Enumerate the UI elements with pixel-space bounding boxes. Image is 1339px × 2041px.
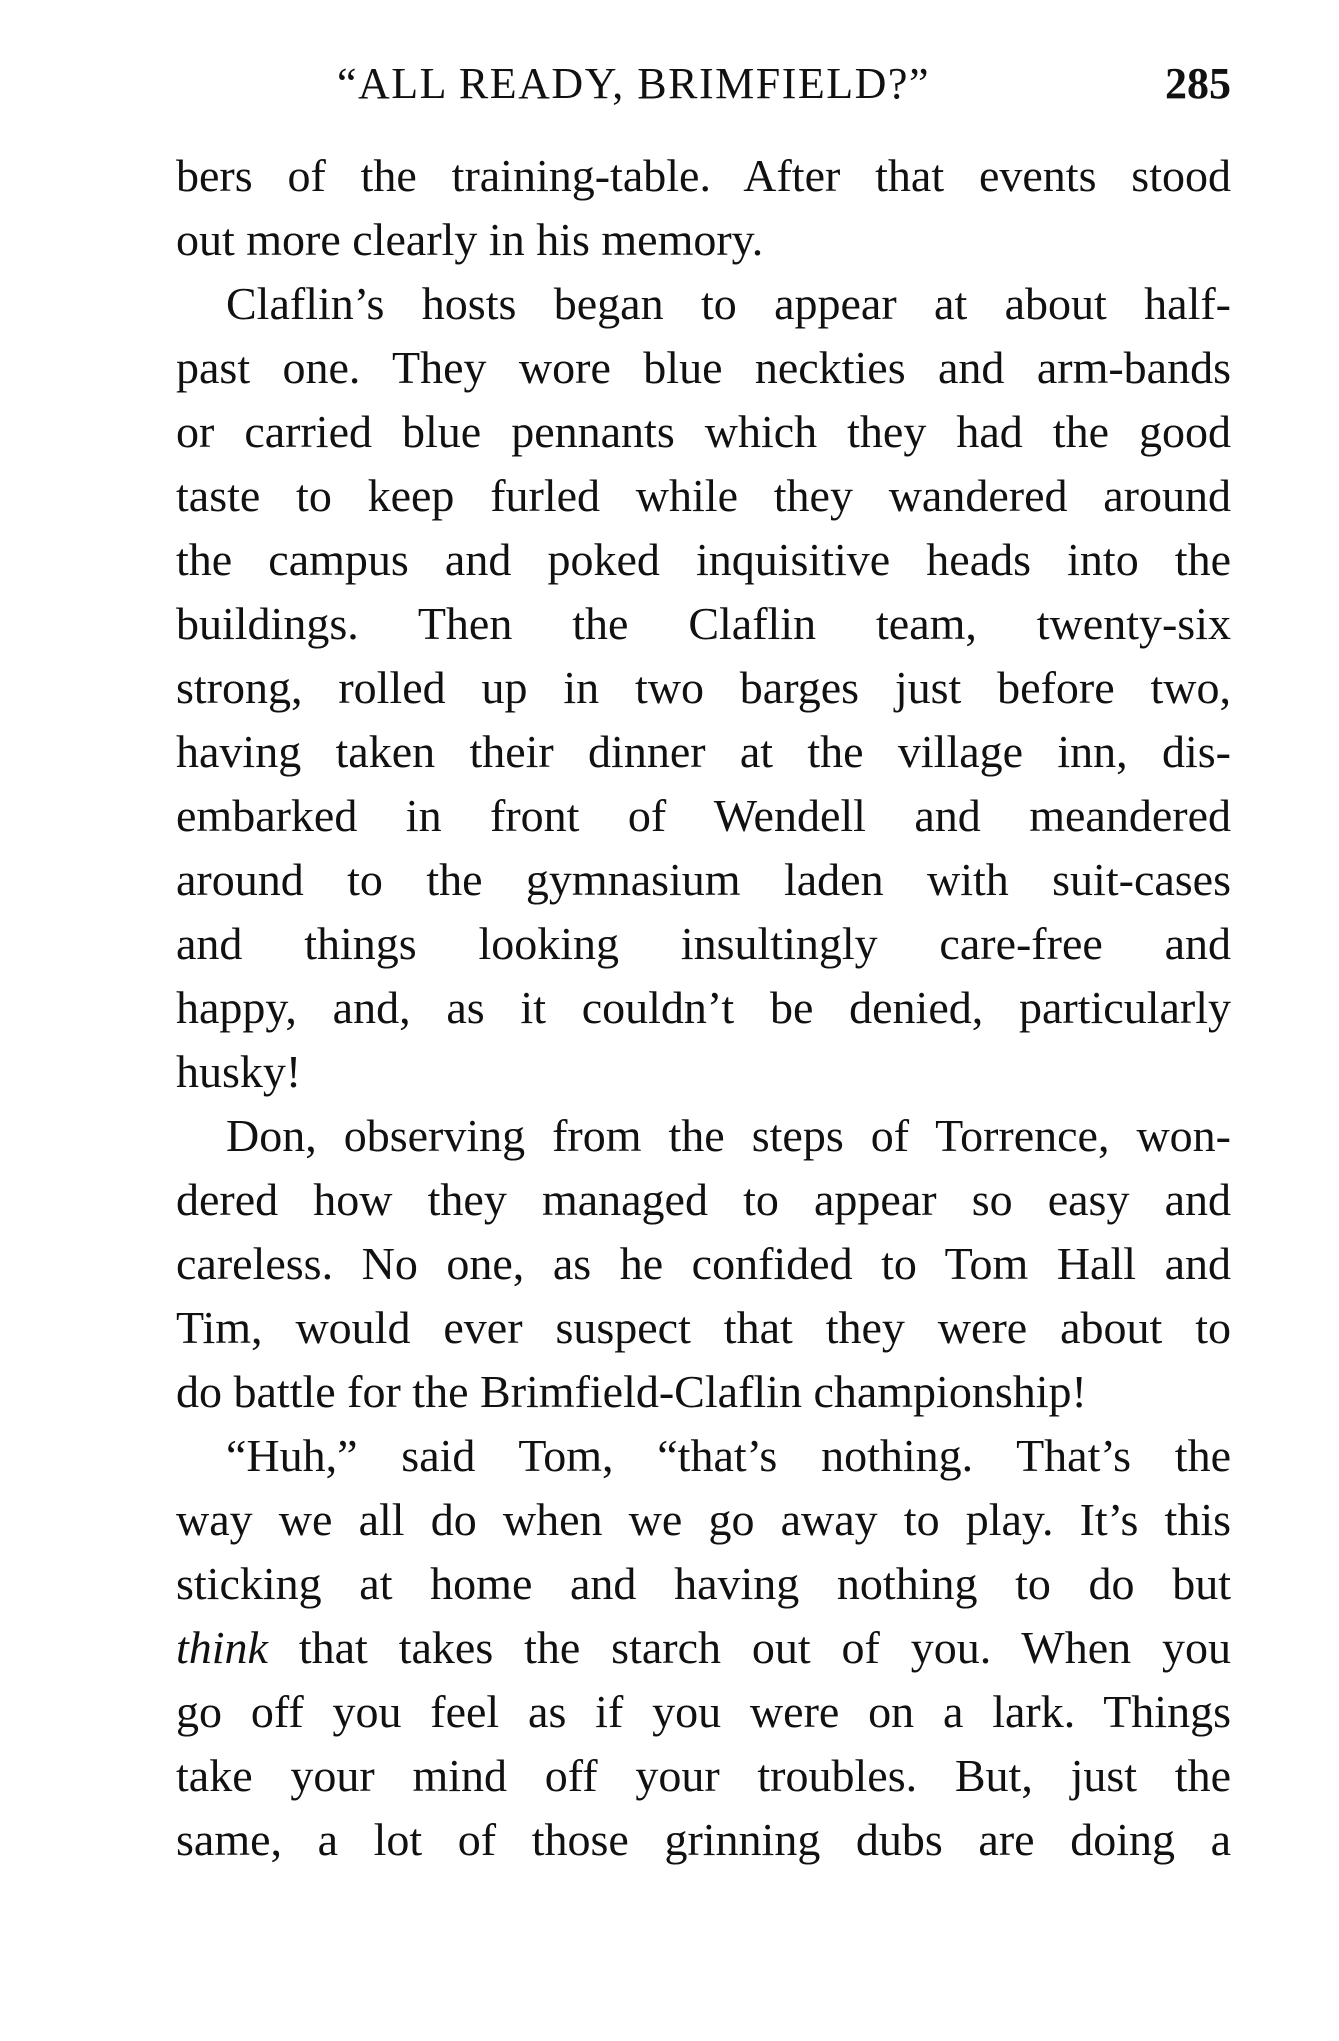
text-line: Tim, would ever suspect that they were about to <box>176 1302 1231 1353</box>
text-line: “Huh,” said Tom, “that’s nothing. That’s the <box>226 1430 1231 1481</box>
body-text <box>176 144 1231 1872</box>
text-line: bers of the training-table. After that events stood <box>176 150 1231 201</box>
text-line: buildings. Then the Claflin team, twenty-six <box>176 598 1231 649</box>
page-header <box>176 54 1231 114</box>
italic-emphasis: think <box>176 1622 268 1673</box>
text-line: dered how they managed to appear so easy and <box>176 1174 1231 1225</box>
text-line: past one. They wore blue neckties and arm-bands <box>176 342 1231 393</box>
text-line: out more clearly in his memory. <box>176 214 764 265</box>
text-line: same, a lot of those grinning dubs are doing a <box>176 1814 1231 1865</box>
text-line: embarked in front of Wendell and meandered <box>176 790 1231 841</box>
text-line: Don, observing from the steps of Torrence, won- <box>226 1110 1231 1161</box>
text-line: Claflin’s hosts began to appear at about half- <box>226 278 1231 329</box>
text-line: happy, and, as it couldn’t be denied, particularly <box>176 982 1231 1033</box>
text-line: the campus and poked inquisitive heads into the <box>176 534 1231 585</box>
text-line: careless. No one, as he confided to Tom Hall and <box>176 1238 1231 1289</box>
text-line: sticking at home and having nothing to do but <box>176 1558 1231 1609</box>
paragraph <box>176 144 1231 272</box>
text-line <box>176 1616 1231 1680</box>
text-run: that takes the starch out of you. When you <box>267 1622 1231 1673</box>
text-line: around to the gymnasium laden with suit-cases <box>176 854 1231 905</box>
text-line: do battle for the Brimfield-Claflin championship! <box>176 1366 1087 1417</box>
running-title: “ALL READY, BRIMFIELD?” <box>337 59 930 108</box>
page-number: 285 <box>1165 59 1231 108</box>
text-line: take your mind off your troubles. But, just the <box>176 1750 1231 1801</box>
paragraph <box>176 1104 1231 1424</box>
paragraph <box>176 1424 1231 1872</box>
text-line: having taken their dinner at the village inn, dis- <box>176 726 1231 777</box>
text-line: go off you feel as if you were on a lark. Things <box>176 1686 1231 1737</box>
text-line: strong, rolled up in two barges just before two, <box>176 662 1231 713</box>
text-line: taste to keep furled while they wandered around <box>176 470 1231 521</box>
text-line: and things looking insultingly care-free and <box>176 918 1231 969</box>
text-line: husky! <box>176 1046 302 1097</box>
text-line: or carried blue pennants which they had the good <box>176 406 1231 457</box>
text-line: way we all do when we go away to play. It’s this <box>176 1494 1231 1545</box>
paragraph <box>176 272 1231 1104</box>
